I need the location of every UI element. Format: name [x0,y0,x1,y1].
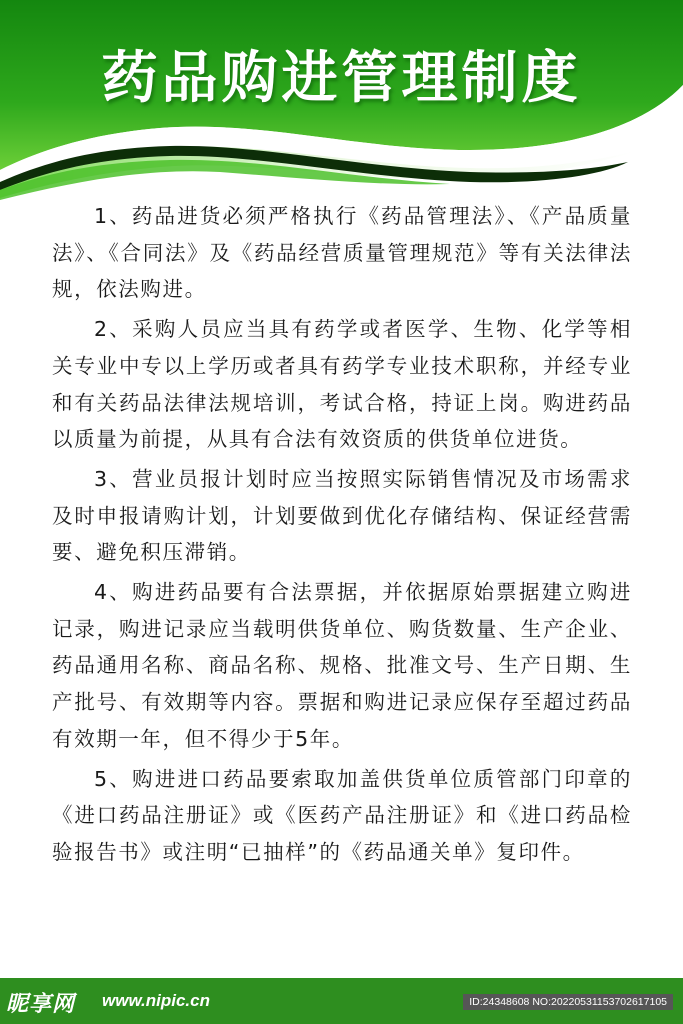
footer-bar [0,978,683,1024]
site-url[interactable]: www.nipic.cn [102,991,210,1010]
page-title: 药品购进管理制度 [101,46,582,111]
paragraph-5: 5、购进进口药品要索取加盖供货单位质管部门印章的《进口药品注册证》或《医药产品注册证》和《进口药品检验报告书》或注明“已抽样”的《药品通关单》复印件。 [52,766,632,864]
paragraph-3: 3、营业员报计划时应当按照实际销售情况及市场需求及时申报请购计划，计划要做到优化存储结构、保证经营需要、避免积压滞销。 [52,466,632,565]
image-id-label: ID:24348608 NO:20220531153702617105 [463,994,673,1010]
paragraph-2: 2、采购人员应当具有药学或者医学、生物、化学等相关专业中专以上学历或者具有药学专业技术职称，并经专业和有关药品法律法规培训，考试合格，持证上岗。购进药品以质量为前提，从具有合法有效资质的供货单位进货。 [52,317,632,452]
paragraph-4: 4、购进药品要有合法票据，并依据原始票据建立购进记录，购进记录应当载明供货单位、购货数量、生产企业、药品通用名称、商品名称、规格、批准文号、生产日期、生产批号、有效期等内容。票据和购进记录应保存至超过药品有效期一年，但不得少于5年。 [52,580,632,751]
regulation-content [52,198,632,874]
paragraph-1: 1、药品进货必须严格执行《药品管理法》、《产品质量法》、《合同法》及《药品经营质量管理规范》等有关法律法规，依法购进。 [52,204,632,302]
site-logo: 昵享网 [6,991,76,1016]
header-banner [0,0,683,200]
